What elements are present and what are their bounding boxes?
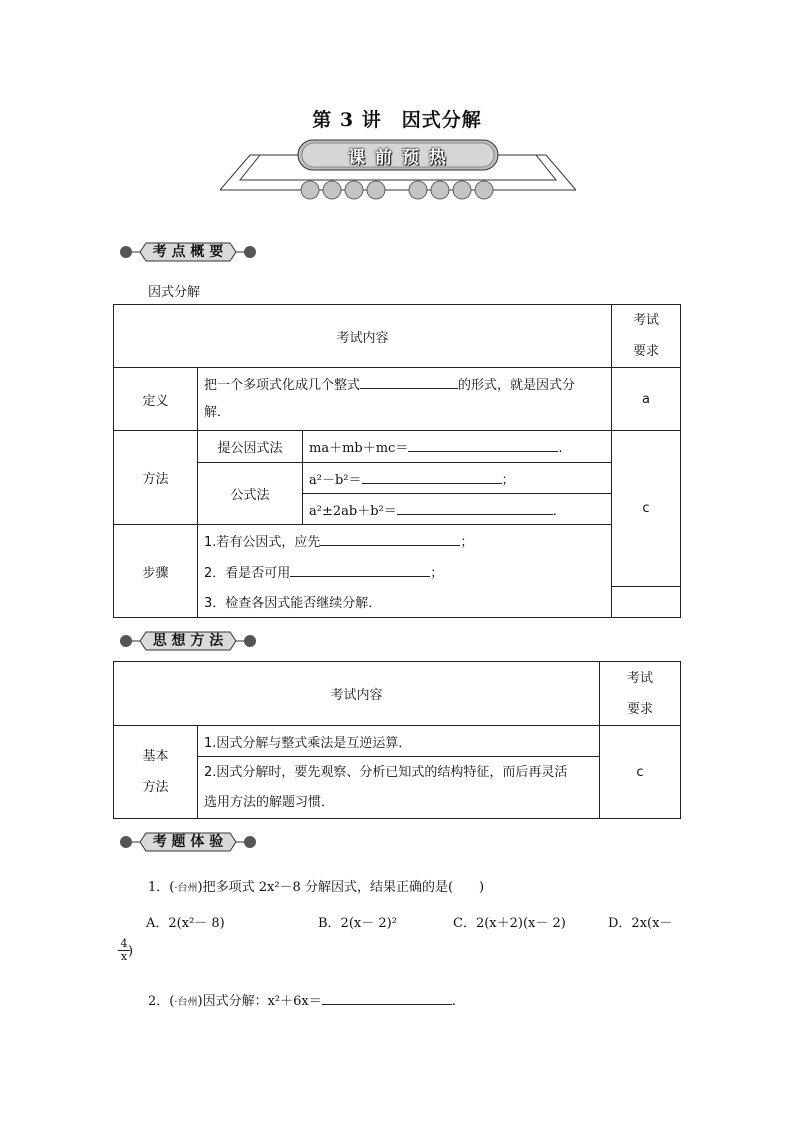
method-requirement: c: [612, 431, 681, 587]
table-header-content: 考试内容: [114, 305, 612, 368]
table-header-content: 考试内容: [114, 662, 600, 726]
section-title: 思 想 方 法: [152, 633, 224, 649]
section-title: 考 题 体 验: [152, 834, 224, 850]
method-formula-label: 公式法: [198, 463, 303, 525]
step-1: 1.若有公因式，应先 ；: [198, 525, 612, 556]
table-caption: 因式分解: [148, 285, 201, 300]
section-badge-3: [118, 831, 258, 853]
method-row-2: 2.因式分解时，要先观察、分析已知式的结构特征，而后再灵活 选用方法的解题习惯．: [198, 757, 600, 819]
option-d-close: ): [128, 944, 134, 959]
page-title: 第 3 讲 因式分解: [312, 109, 482, 131]
formula-difference-squares: a²－b²＝ ；: [303, 463, 612, 494]
question-1: 1．(·台州)把多项式 2x²－8 分解因式，结果正确的是( ): [148, 880, 485, 895]
table-header-requirement: 考试 要求: [612, 305, 681, 368]
option-a: A．2(x²－ 8): [146, 916, 225, 931]
definition-text: 把一个多项式化成几个整式 的形式，就是因式分 解．: [198, 368, 612, 431]
option-d: D．2x(x－: [608, 916, 673, 931]
question-2: 2．(·台州)因式分解：x²＋6x＝ .: [148, 994, 456, 1009]
method-row-1: 1.因式分解与整式乘法是互逆运算．: [198, 726, 600, 757]
row-label-steps: 步骤: [114, 525, 198, 618]
methods-table: [113, 661, 681, 819]
table-header-requirement: 考试 要求: [600, 662, 681, 726]
row-label-basic-method: 基本 方法: [114, 726, 198, 819]
section-title: 考 点 概 要: [152, 244, 224, 260]
definition-requirement: a: [612, 368, 681, 431]
section-badge-2: [118, 630, 258, 652]
methods-requirement: c: [600, 726, 681, 819]
method-common-factor-label: 提公因式法: [198, 431, 303, 463]
formula-perfect-square: a²±2ab＋b²＝ .: [303, 494, 612, 525]
step-3: 3．检查各因式能否继续分解．: [198, 587, 612, 618]
content-table: [113, 304, 681, 618]
option-c: C．2(x＋2)(x－ 2): [453, 916, 566, 931]
section-badge-1: [118, 241, 258, 263]
row-label-definition: 定义: [114, 368, 198, 431]
row-label-method: 方法: [114, 431, 198, 525]
banner-label: 课 前 预 热: [348, 148, 448, 168]
option-b: B．2(x－ 2)²: [318, 916, 397, 931]
step-2: 2．看是否可用 ；: [198, 556, 612, 587]
option-d-fraction: 4 x: [118, 938, 130, 963]
method-common-factor-text: ma＋mb＋mc＝ .: [303, 431, 612, 463]
